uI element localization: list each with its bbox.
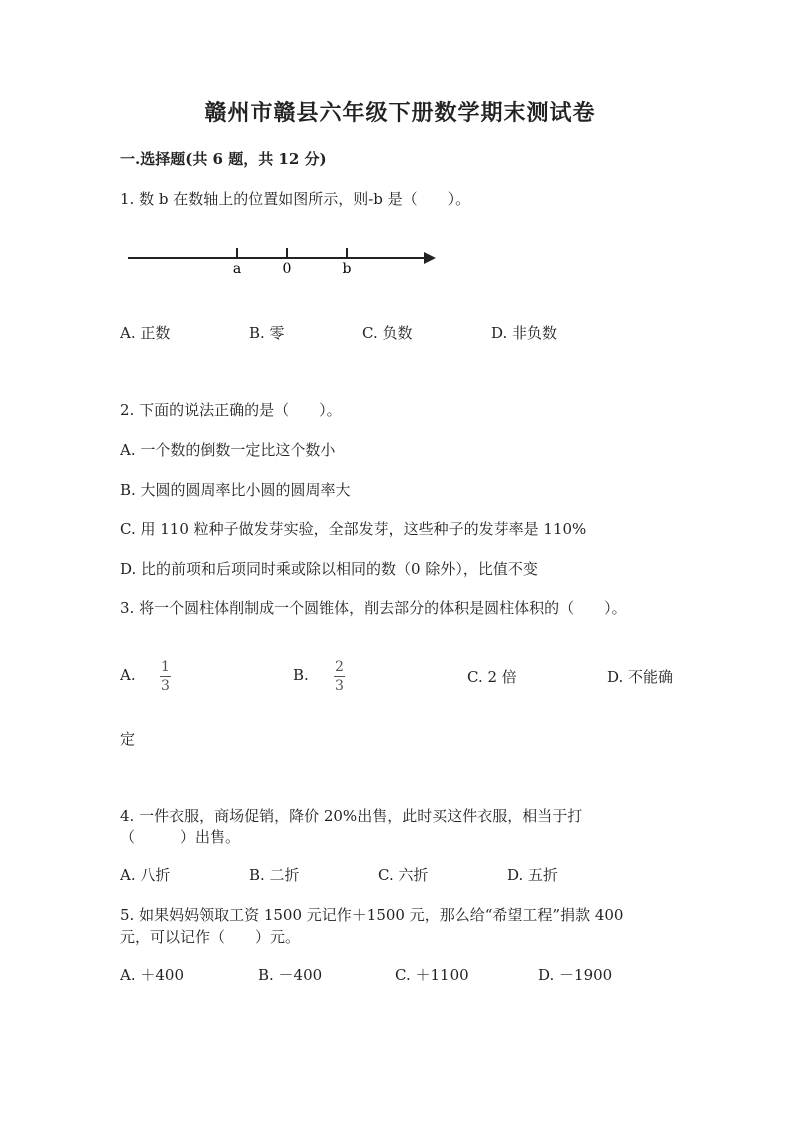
question-2-text: 2. 下面的说法正确的是（ ）。 xyxy=(120,401,342,419)
q3-option-d-wrap: 定 xyxy=(120,730,136,748)
q5-option-c: C. ＋1100 xyxy=(395,966,469,984)
q2-option-c: C. 用 110 粒种子做发芽实验，全部发芽，这些种子的发芽率是 110% xyxy=(120,520,587,538)
q1-option-a: A. 正数 xyxy=(120,324,171,342)
q1-option-d: D. 非负数 xyxy=(491,324,558,342)
q5-option-a: A. ＋400 xyxy=(120,966,184,984)
q1-option-b: B. 零 xyxy=(249,324,285,342)
q2-option-a: A. 一个数的倒数一定比这个数小 xyxy=(120,441,336,459)
fraction-denominator: 3 xyxy=(335,678,344,694)
q5-option-d: D. －1900 xyxy=(538,966,613,984)
q3-option-a-label: A. xyxy=(120,666,136,684)
question-4-text-line2: （ ）出售。 xyxy=(120,828,241,846)
q4-option-d: D. 五折 xyxy=(507,866,559,884)
q3-option-c: C. 2 倍 xyxy=(467,668,517,686)
page-title: 赣州市赣县六年级下册数学期末测试卷 xyxy=(204,100,596,126)
fraction-numerator: 2 xyxy=(335,659,344,675)
q4-option-b: B. 二折 xyxy=(249,866,300,884)
q2-option-d: D. 比的前项和后项同时乘或除以相同的数（0 除外），比值不变 xyxy=(120,560,538,578)
q4-option-c: C. 六折 xyxy=(378,866,429,884)
axis-label-b: b xyxy=(342,261,352,277)
q3-option-b-label: B. xyxy=(293,666,309,684)
question-5-text-line2: 元，可以记作（ ）元。 xyxy=(120,928,301,946)
axis-label-0: 0 xyxy=(282,261,292,277)
q3-option-b-fraction xyxy=(334,660,345,693)
q1-option-c: C. 负数 xyxy=(362,324,413,342)
number-line-arrow xyxy=(424,252,436,264)
question-1-text: 1. 数 b 在数轴上的位置如图所示，则-b 是（ ）。 xyxy=(120,190,471,208)
q2-option-b: B. 大圆的圆周率比小圆的圆周率大 xyxy=(120,481,351,499)
q5-option-b: B. －400 xyxy=(258,966,323,984)
fraction-denominator: 3 xyxy=(161,678,170,694)
number-line-figure xyxy=(120,240,450,280)
section-heading: 一.选择题(共 6 题，共 12 分) xyxy=(120,150,327,168)
q3-option-a-fraction xyxy=(160,660,171,693)
axis-label-a: a xyxy=(232,261,242,277)
question-4-text-line1: 4. 一件衣服，商场促销，降价 20%出售，此时买这件衣服，相当于打 xyxy=(120,807,583,825)
q3-option-d: D. 不能确 xyxy=(607,668,674,686)
question-3-text: 3. 将一个圆柱体削制成一个圆锥体，削去部分的体积是圆柱体积的（ ）。 xyxy=(120,599,627,617)
question-5-text-line1: 5. 如果妈妈领取工资 1500 元记作＋1500 元，那么给“希望工程”捐款 400 xyxy=(120,906,624,924)
fraction-numerator: 1 xyxy=(161,659,170,675)
q4-option-a: A. 八折 xyxy=(120,866,171,884)
